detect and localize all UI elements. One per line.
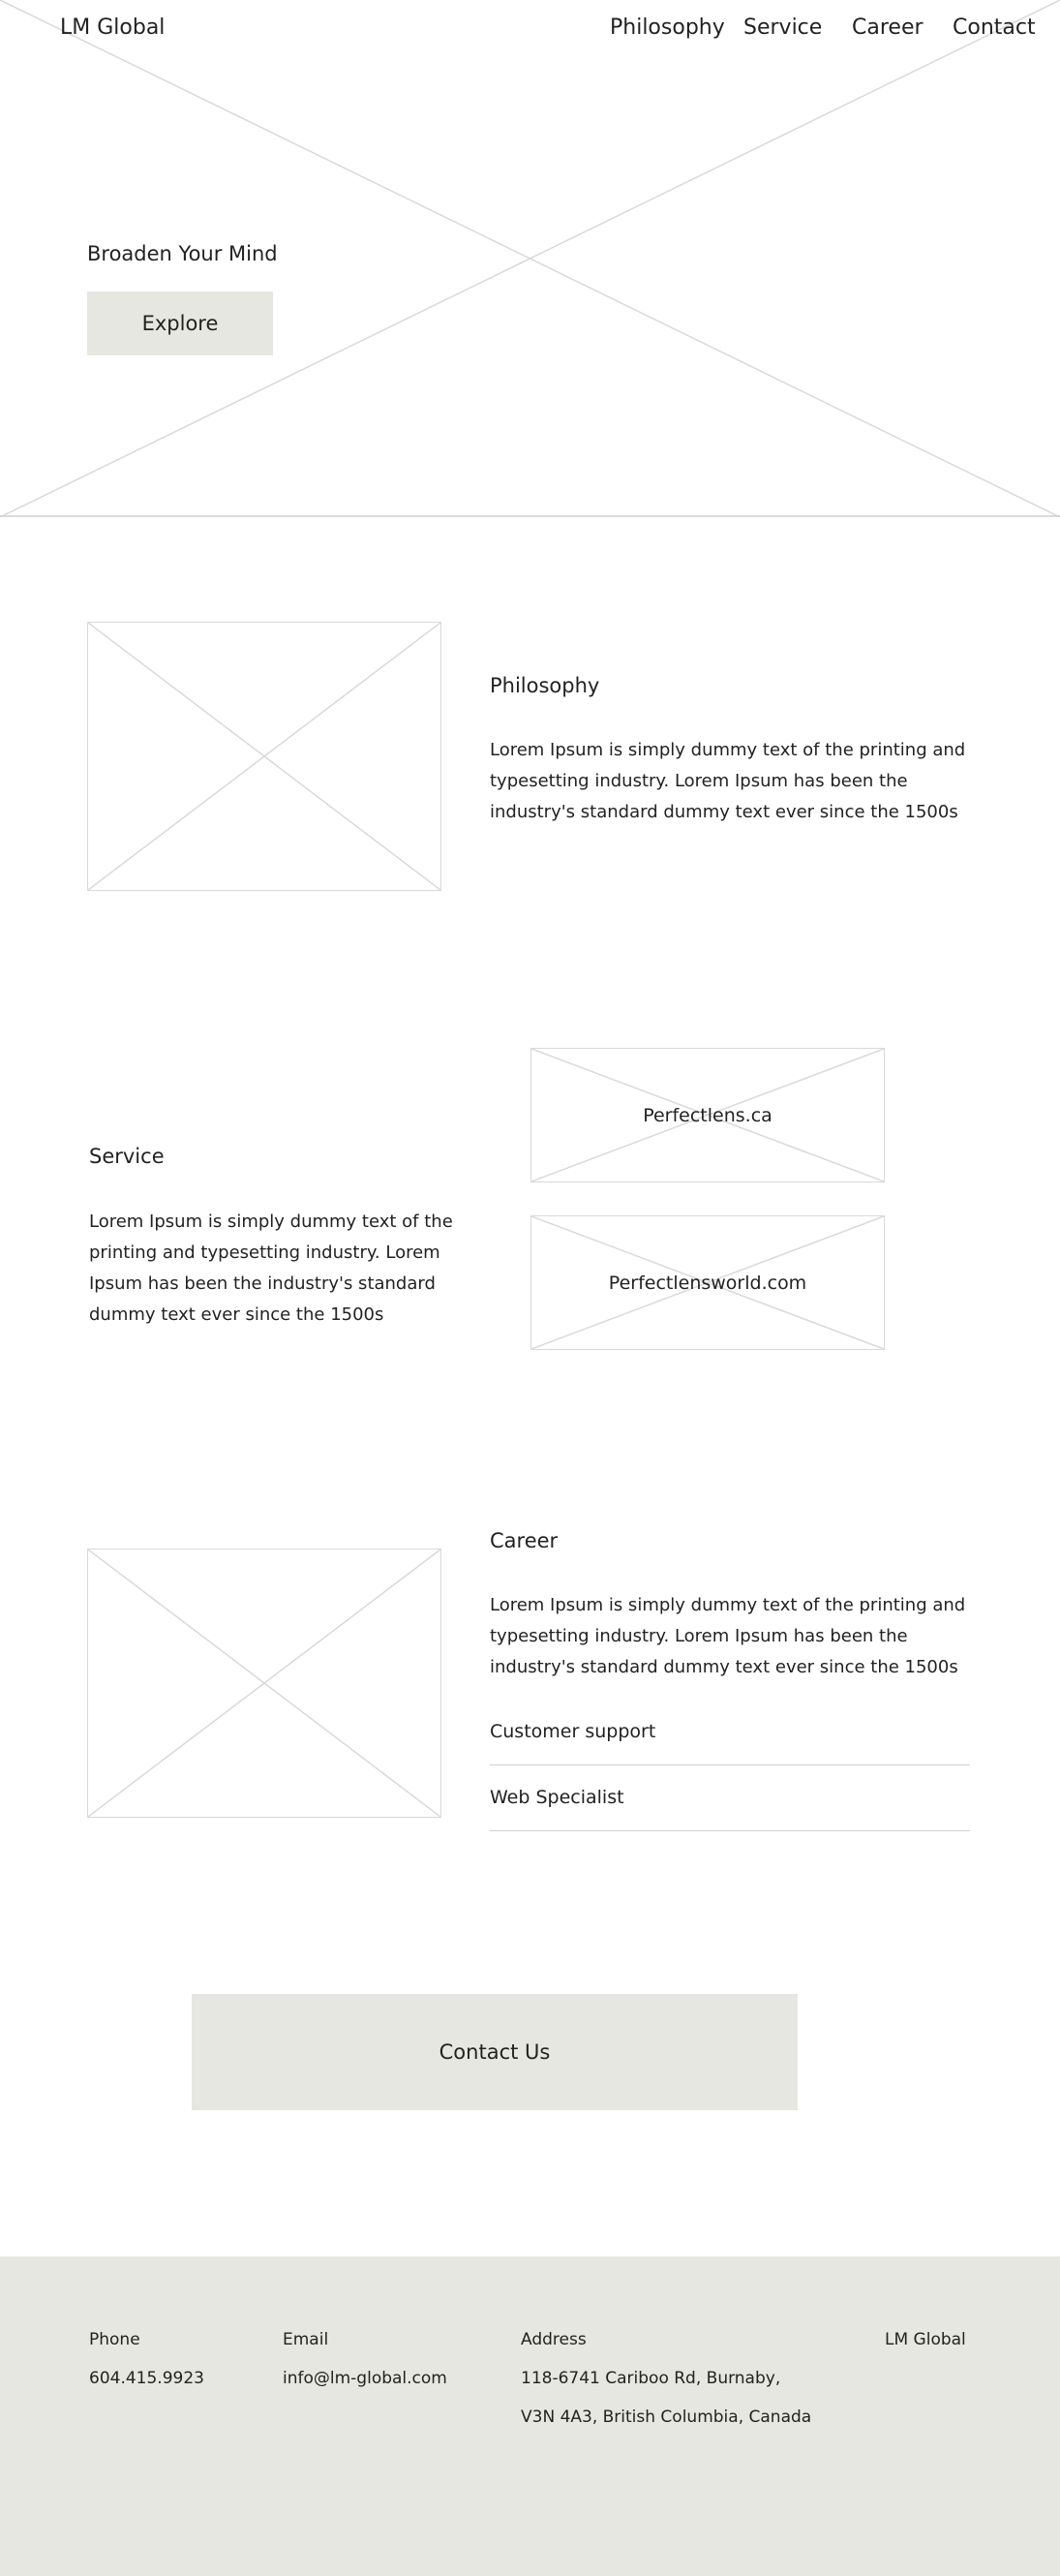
job-customer-support[interactable]: Customer support: [490, 1721, 970, 1765]
footer: [0, 2256, 1060, 2576]
service-card-label: Perfectlensworld.com: [608, 1272, 807, 1294]
explore-button[interactable]: Explore: [87, 291, 273, 355]
service-card-perfectlens[interactable]: [530, 1048, 885, 1182]
contact-us-button[interactable]: Contact Us: [192, 1994, 798, 2110]
footer-brand: LM Global: [885, 2330, 966, 2349]
job-web-specialist[interactable]: Web Specialist: [490, 1787, 970, 1831]
nav-career[interactable]: Career: [852, 15, 924, 40]
nav-philosophy[interactable]: Philosophy: [610, 15, 725, 40]
career-title: Career: [490, 1529, 559, 1552]
nav-service[interactable]: Service: [743, 15, 823, 40]
footer-email[interactable]: info@lm-global.com: [283, 2369, 447, 2388]
philosophy-image-placeholder: [87, 622, 441, 891]
philosophy-title: Philosophy: [490, 674, 600, 697]
nav-contact[interactable]: Contact: [953, 15, 1036, 40]
footer-address-line2: V3N 4A3, British Columbia, Canada: [521, 2407, 812, 2427]
footer-email-label: Email: [283, 2330, 329, 2349]
service-card-label: Perfectlens.ca: [643, 1104, 772, 1126]
service-card-perfectlensworld[interactable]: [530, 1215, 885, 1350]
site-logo[interactable]: LM Global: [60, 15, 166, 40]
career-body: Lorem Ipsum is simply dummy text of the printing and typesetting industry. Lorem Ipsum has been the industry's standard dummy text ever since the 1500s: [490, 1595, 966, 1677]
philosophy-body: Lorem Ipsum is simply dummy text of the printing and typesetting industry. Lorem Ipsum has been the industry's standard dummy text ever since the 1500s: [490, 740, 966, 822]
career-image-placeholder: [87, 1549, 441, 1818]
hero-title: Broaden Your Mind: [87, 242, 278, 265]
service-title: Service: [89, 1145, 165, 1168]
footer-phone[interactable]: 604.415.9923: [89, 2369, 204, 2388]
footer-address-line1: 118-6741 Cariboo Rd, Burnaby,: [521, 2369, 781, 2388]
footer-address-label: Address: [521, 2330, 587, 2349]
service-body: Lorem Ipsum is simply dummy text of the printing and typesetting industry. Lorem Ipsum has been the industry's standard dummy text ever since the 1500s: [89, 1211, 453, 1325]
footer-phone-label: Phone: [89, 2330, 140, 2349]
